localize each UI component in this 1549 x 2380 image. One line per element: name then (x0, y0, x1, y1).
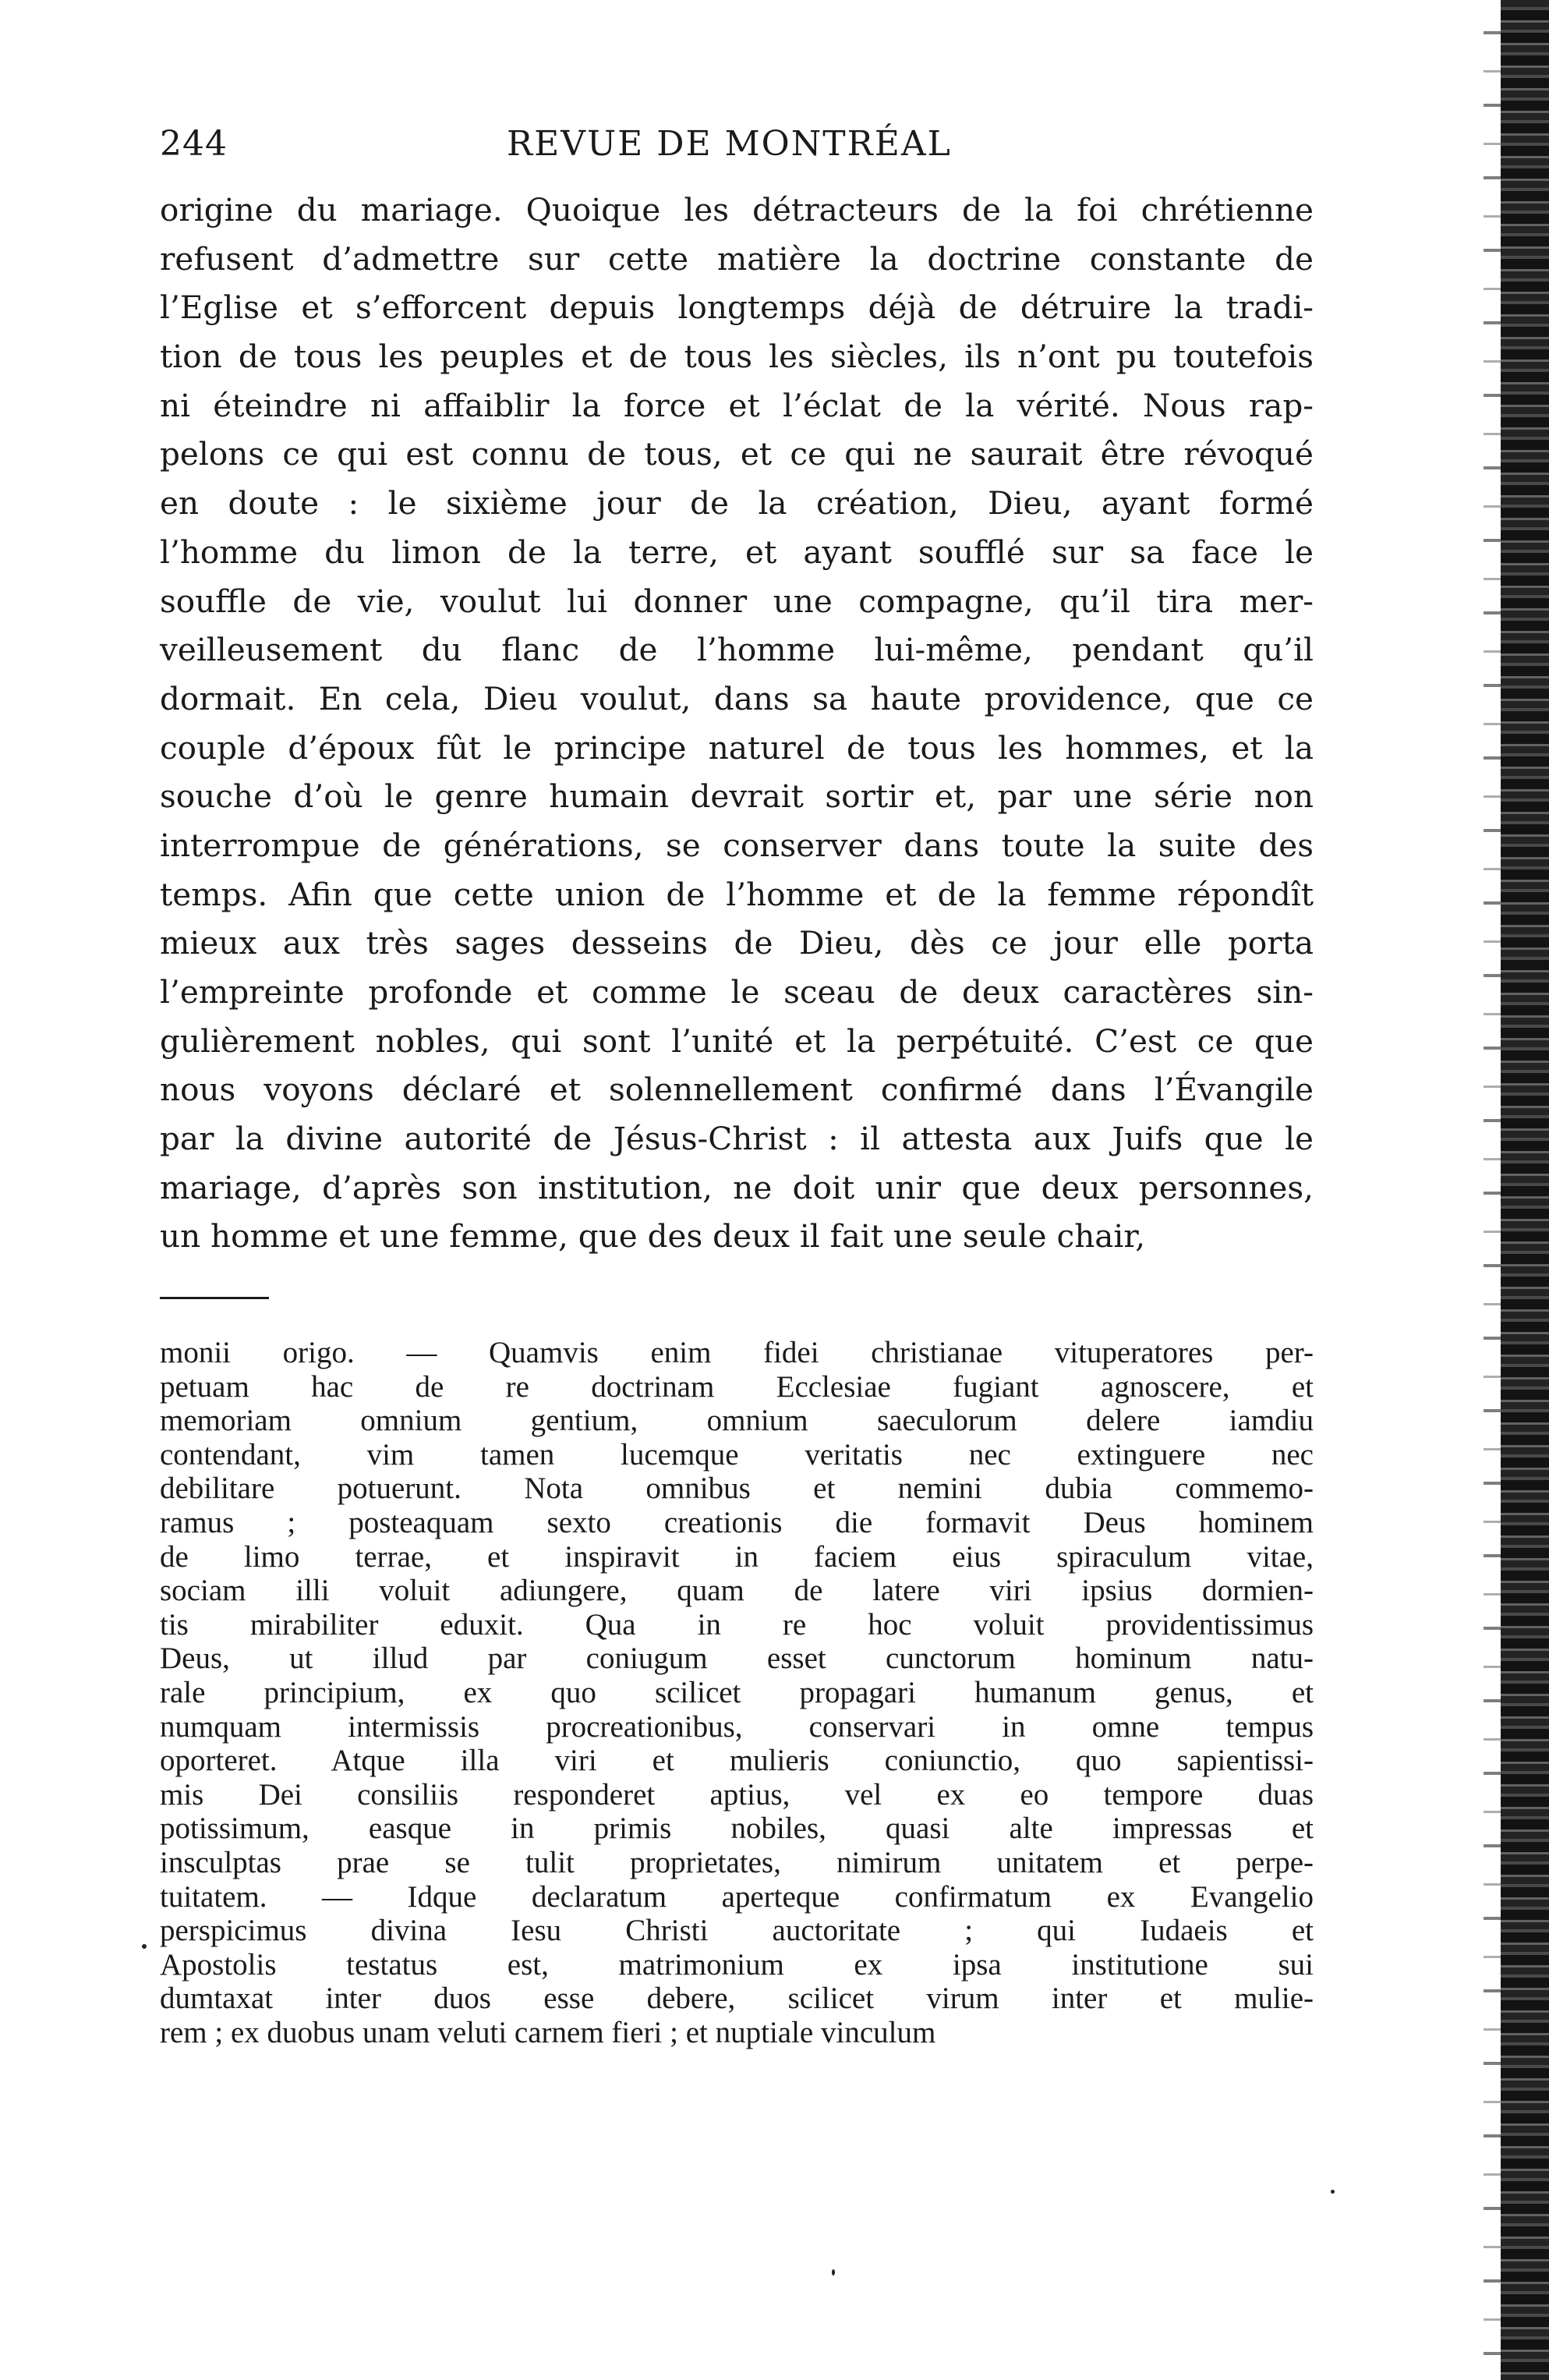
footnote-line: de limo terrae, et inspiravit in faciem eius spiraculum vitae, (160, 1539, 1314, 1574)
text-line: l’homme du limon de la terre, et ayant soufflé sur sa face le (160, 533, 1314, 571)
text-line: tion de tous les peuples et de tous les siècles, ils n’ont pu toutefois (160, 338, 1314, 376)
scan-speck (832, 2269, 835, 2276)
text-line: ni éteindre ni affaiblir la force et l’éclat de la vérité. Nous rap- (160, 386, 1314, 424)
page-header (160, 117, 1314, 172)
text-line: temps. Afin que cette union de l’homme et de la femme répondît (160, 875, 1314, 913)
footnote-line: potissimum, easque in primis nobiles, quasi alte impressas et (160, 1812, 1314, 1846)
footnote-line: monii origo. — Quamvis enim fidei christianae vituperatores per- (160, 1336, 1314, 1369)
text-line: un homme et une femme, que des deux il fait une seule chair, (160, 1217, 1146, 1256)
footnote-line: rem ; ex duobus unam veluti carnem fieri ; et nuptiale vinculum (160, 2015, 936, 2049)
footnote-line: Deus, ut illud par coniugum esset cunctorum hominum natu- (160, 1642, 1314, 1676)
text-line: dormait. En cela, Dieu voulut, dans sa haute providence, que ce (160, 679, 1314, 717)
footnote-line: mis Dei consiliis responderet aptius, vel ex eo tempore duas (160, 1777, 1314, 1812)
scan-speck (1331, 2190, 1335, 2194)
text-line: l’empreinte profonde et comme le sceau de deux caractères sin- (160, 973, 1314, 1011)
scan-speck (142, 1944, 147, 1949)
text-line: origine du mariage. Quoique les détracteurs de la foi chrétienne (160, 191, 1314, 228)
text-line: interrompue de générations, se conserver dans toute la suite des (160, 826, 1314, 864)
text-line: souffle de vie, voulut lui donner une compagne, qu’il tira mer- (160, 582, 1314, 620)
footnote-line: ramus ; posteaquam sexto creationis die formavit Deus hominem (160, 1505, 1314, 1539)
footnote-line: perspicimus divina Iesu Christi auctoritate ; qui Iudaeis et (160, 1914, 1314, 1948)
binding-edge (1501, 0, 1549, 2380)
text-line: pelons ce qui est connu de tous, et ce qui ne saurait être révoqué (160, 435, 1314, 473)
text-line: gulièrement nobles, qui sont l’unité et la perpétuité. C’est ce que (160, 1022, 1314, 1060)
running-title: REVUE DE MONTRÉAL (507, 124, 952, 164)
footnote-line: oporteret. Atque illa viri et mulieris coniunctio, quo sapientissi- (160, 1744, 1314, 1778)
text-line: veilleusement du flanc de l’homme lui-même, pendant qu’il (160, 631, 1314, 669)
text-line: par la divine autorité de Jésus-Christ : il attesta aux Juifs que le (160, 1120, 1314, 1158)
footnote-line: petuam hac de re doctrinam Ecclesiae fugiant agnoscere, et (160, 1369, 1314, 1404)
text-line: mieux aux très sages desseins de Dieu, dès ce jour elle porta (160, 924, 1314, 962)
footnote (160, 1336, 1314, 2049)
footnote-line: insculptas prae se tulit proprietates, nimirum unitatem et perpe- (160, 1845, 1314, 1879)
page-number: 244 (160, 124, 228, 164)
footnote-line: tis mirabiliter eduxit. Qua in re hoc voluit providentissimus (160, 1607, 1314, 1642)
footnote-line: memoriam omnium gentium, omnium saeculorum delere iamdiu (160, 1404, 1314, 1438)
text-line: l’Eglise et s’efforcent depuis longtemps déjà de détruire la tradi- (160, 289, 1314, 327)
main-text (160, 186, 1314, 1261)
text-line: refusent d’admettre sur cette matière la doctrine constante de (160, 239, 1314, 278)
footnote-line: Apostolis testatus est, matrimonium ex ipsa institutione sui (160, 1947, 1314, 1982)
text-line: souche d’où le genre humain devrait sortir et, par une série non (160, 777, 1314, 816)
text-line: mariage, d’après son institution, ne doit unir que deux personnes, (160, 1168, 1314, 1206)
footnote-line: debilitare potuerunt. Nota omnibus et nemini dubia commemo- (160, 1472, 1314, 1506)
footnote-line: rale principium, ex quo scilicet propagari humanum genus, et (160, 1675, 1314, 1709)
text-line: couple d’époux fût le principe naturel de tous les hommes, et la (160, 728, 1314, 767)
footnote-separator (160, 1297, 269, 1299)
footnote-line: sociam illi voluit adiungere, quam de latere viri ipsius dormien- (160, 1574, 1314, 1608)
footnote-line: numquam intermissis procreationibus, conservari in omne tempus (160, 1709, 1314, 1744)
footnote-line: contendant, vim tamen lucemque veritatis nec extinguere nec (160, 1437, 1314, 1472)
footnote-line: tuitatem. — Idque declaratum aperteque confirmatum ex Evangelio (160, 1879, 1314, 1914)
footnote-line: dumtaxat inter duos esse debere, scilicet virum inter et mulie- (160, 1982, 1314, 2016)
text-line: en doute : le sixième jour de la création, Dieu, ayant formé (160, 484, 1314, 522)
text-line: nous voyons déclaré et solennellement confirmé dans l’Évangile (160, 1071, 1314, 1109)
